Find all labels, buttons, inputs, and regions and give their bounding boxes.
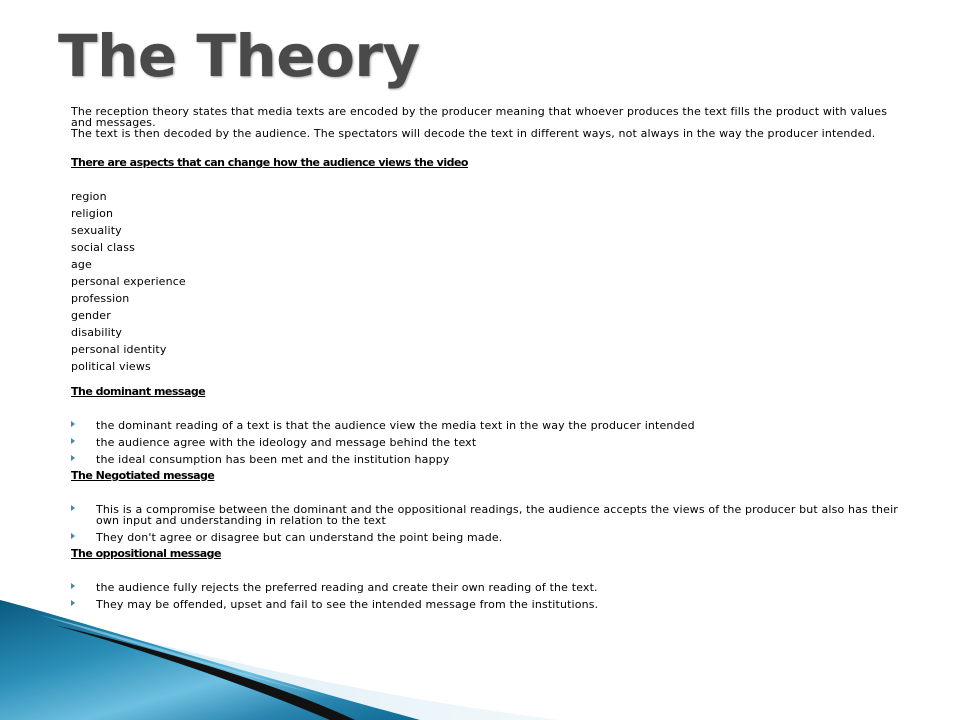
aspects-heading: There are aspects that can change how the audience views the video (71, 156, 468, 169)
aspect-item: religion (71, 207, 114, 220)
aspect-item: gender (71, 309, 111, 322)
bullet-text: the dominant reading of a text is that the audience view the media text in the way the producer intended (96, 419, 695, 432)
oppositional-bullets (71, 582, 901, 610)
bullet-arrow-icon (71, 421, 75, 427)
bullet-text: the ideal consumption has been met and the institution happy (96, 453, 450, 466)
bullet-arrow-icon (71, 505, 75, 511)
bullet-arrow-icon (71, 438, 75, 444)
bullet-item (71, 504, 901, 526)
bullet-item (71, 532, 901, 543)
bullet-text: This is a compromise between the dominant and the oppositional readings, the audience accepts the views of the producer but also has their own input and understanding in relation to the text (96, 503, 898, 527)
aspects-list (71, 188, 901, 375)
intro-line-2: The text is then decoded by the audience. The spectators will decode the text in different ways, not always in the way the producer intended. (71, 127, 876, 140)
dominant-heading: The dominant message (71, 385, 206, 398)
negotiated-bullets (71, 504, 901, 543)
bullet-item (71, 420, 901, 431)
aspect-item: region (71, 190, 107, 203)
bullet-text: the audience agree with the ideology and message behind the text (96, 436, 477, 449)
negotiated-heading: The Negotiated message (71, 469, 215, 482)
aspect-item: disability (71, 326, 122, 339)
slide-content (71, 106, 901, 616)
intro-line-1: The reception theory states that media texts are encoded by the producer meaning that whoever produces the text fills the product with values and messages. (71, 105, 888, 129)
aspect-item: personal experience (71, 275, 186, 288)
bullet-item (71, 437, 901, 448)
dominant-bullets (71, 420, 901, 465)
aspect-item: social class (71, 241, 135, 254)
bullet-arrow-icon (71, 455, 75, 461)
oppositional-heading: The oppositional message (71, 547, 222, 560)
aspect-item: age (71, 258, 92, 271)
aspect-item: personal identity (71, 343, 167, 356)
aspect-item: sexuality (71, 224, 122, 237)
page-title: The Theory (58, 22, 420, 90)
bullet-arrow-icon (71, 533, 75, 539)
bullet-item (71, 454, 901, 465)
bullet-text: They don't agree or disagree but can understand the point being made. (96, 531, 503, 544)
aspect-item: political views (71, 360, 151, 373)
bullet-item (71, 599, 901, 610)
bullet-item (71, 582, 901, 593)
aspect-item: profession (71, 292, 130, 305)
bullet-arrow-icon (71, 583, 75, 589)
bullet-text: They may be offended, upset and fail to see the intended message from the institutions. (96, 598, 599, 611)
bullet-arrow-icon (71, 600, 75, 606)
bullet-text: the audience fully rejects the preferred reading and create their own reading of the text. (96, 581, 598, 594)
